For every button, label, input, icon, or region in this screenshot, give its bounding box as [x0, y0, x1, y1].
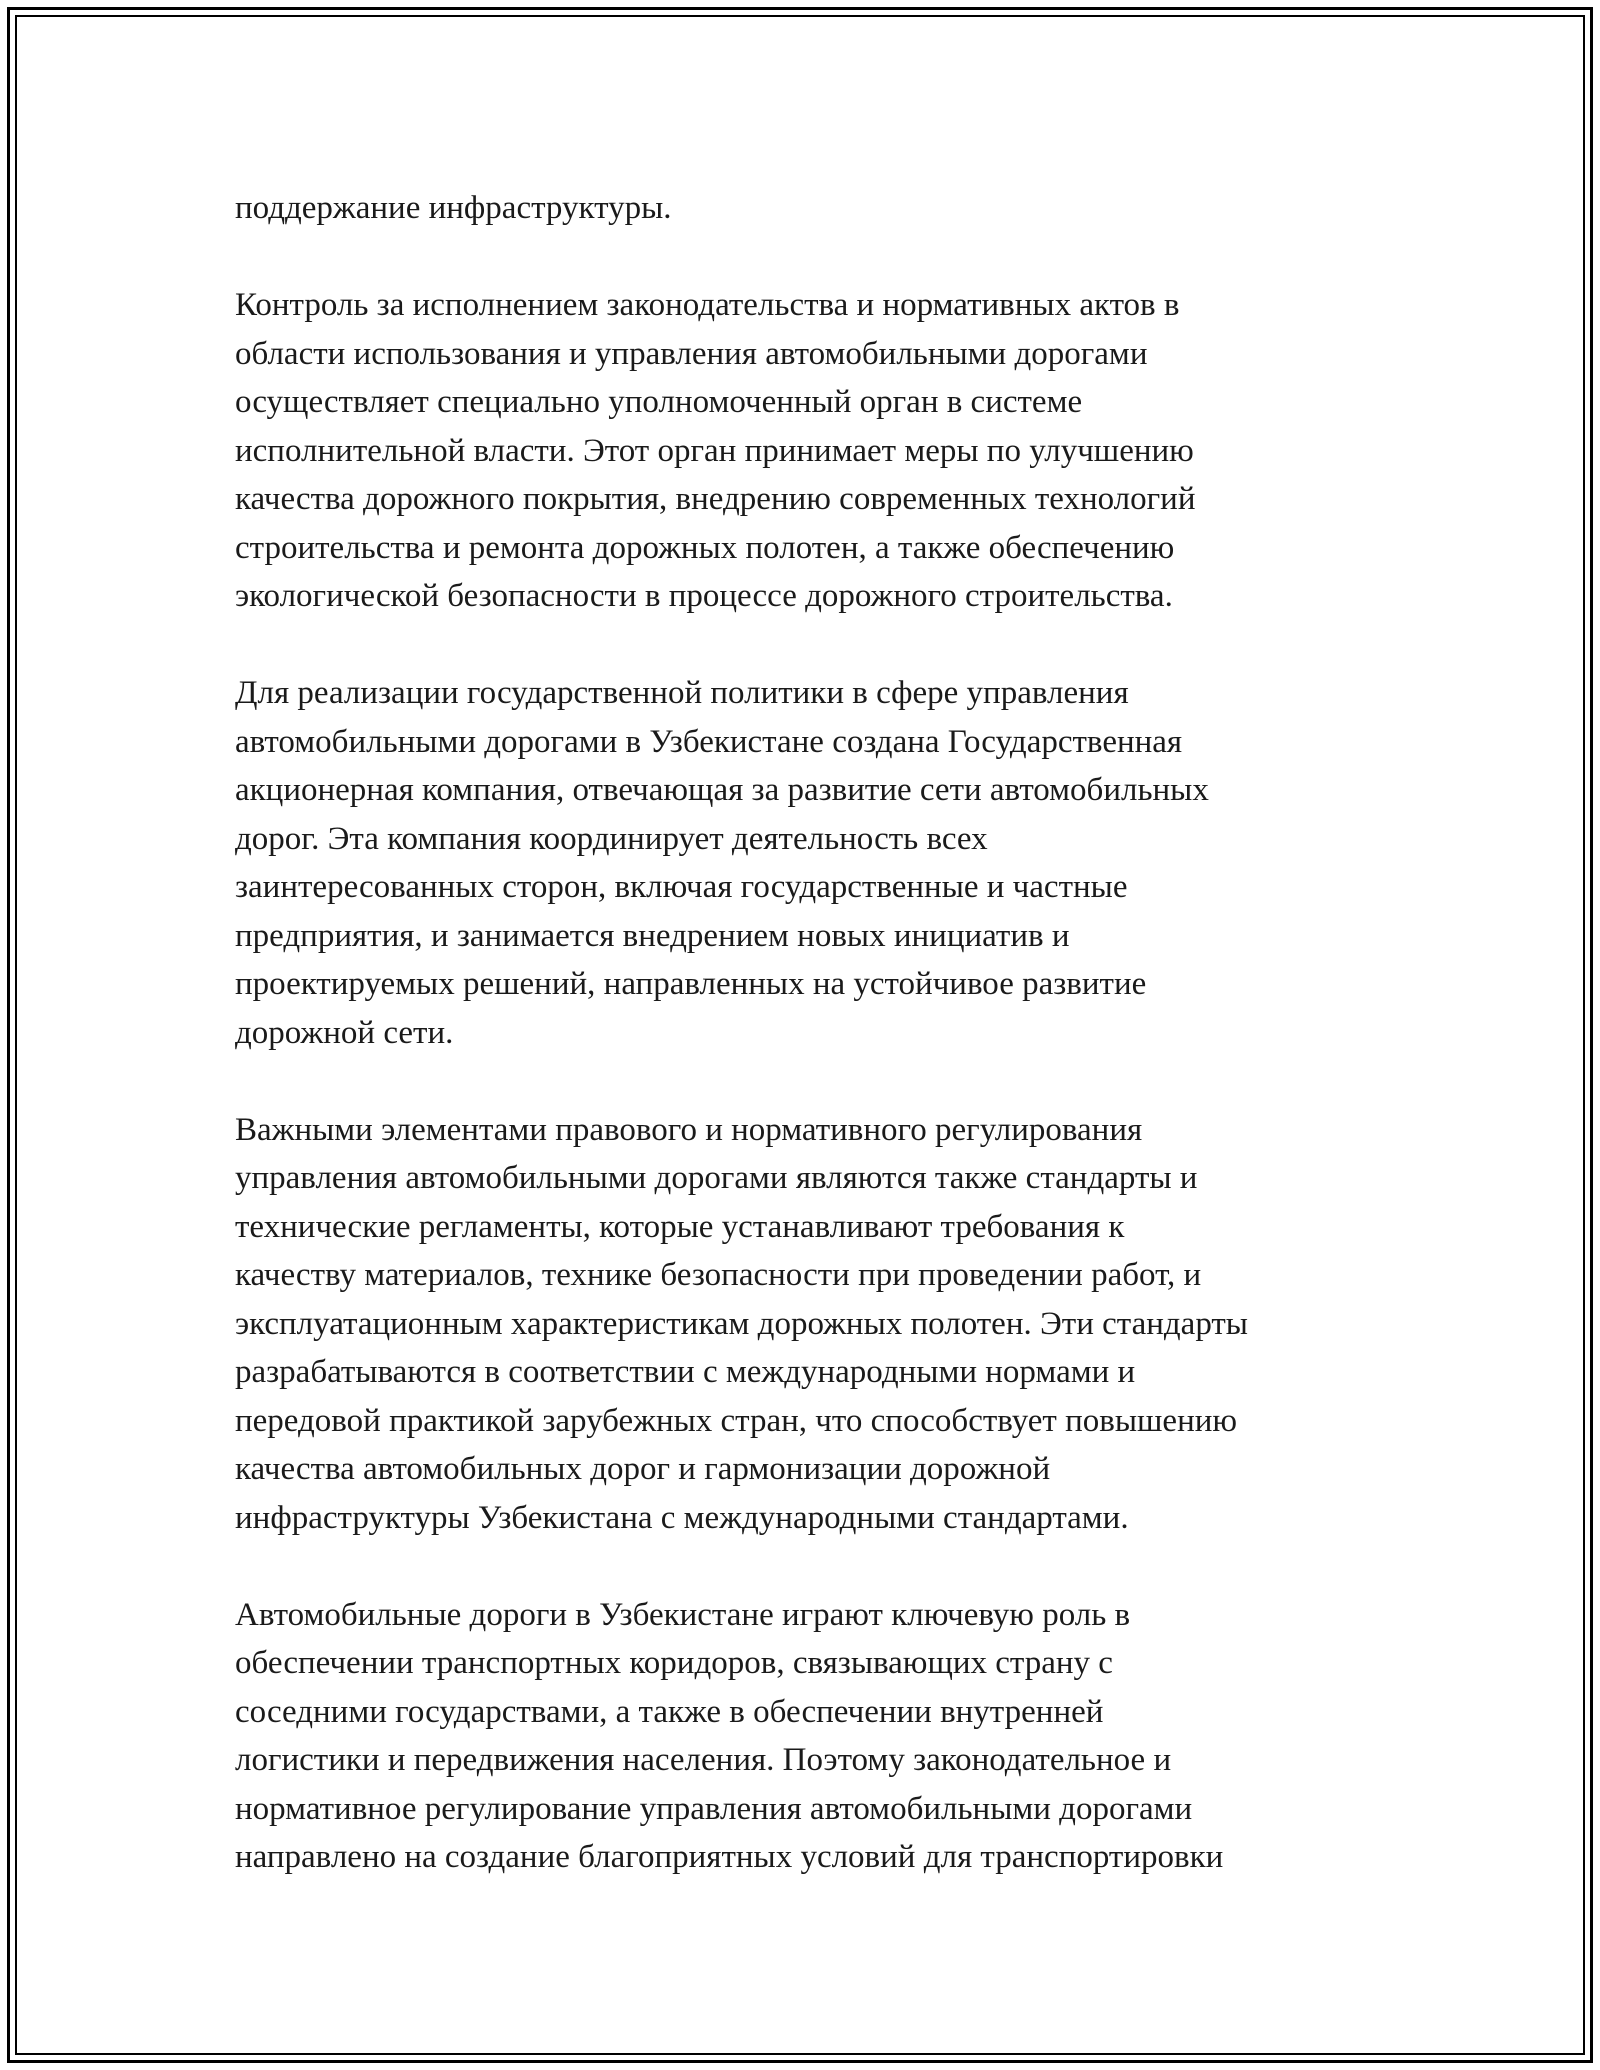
text-line: разрабатываются в соответствии с международными нормами и [235, 1354, 1136, 1390]
text-line: заинтересованных сторон, включая государственные и частные [235, 869, 1128, 905]
text-line: нормативное регулирование управления автомобильными дорогами [235, 1790, 1193, 1827]
paragraph-1 [235, 184, 1395, 233]
text-line: Контроль за исполнением законодательства и нормативных актов в [235, 287, 1180, 323]
text-line: поддержание инфраструктуры. [235, 190, 672, 226]
text-line: автомобильными дорогами в Узбекистане создана Государственная [235, 723, 1183, 760]
text-line: предприятия, и занимается внедрением новых инициатив и [235, 917, 1070, 954]
text-line: качества дорожного покрытия, внедрению современных технологий [235, 481, 1196, 517]
paragraph-5 [235, 1591, 1395, 1882]
text-line: экологической безопасности в процессе дорожного строительства. [235, 578, 1173, 614]
text-line: Для реализации государственной политики в сфере управления [235, 675, 1129, 711]
text-line: строительства и ремонта дорожных полотен, а также обеспечению [235, 529, 1175, 566]
text-line: проектируемых решений, направленных на устойчивое развитие [235, 966, 1147, 1002]
text-line: соседними государствами, а также в обеспечении внутренней [235, 1693, 1104, 1730]
text-line: обеспечении транспортных коридоров, связывающих страну с [235, 1645, 1113, 1681]
text-line: передовой практикой зарубежных стран, что способствует повышению [235, 1402, 1238, 1439]
text-line: управления автомобильными дорогами являются также стандарты и [235, 1160, 1198, 1196]
document-body [235, 184, 1395, 1930]
text-line: эксплуатационным характеристикам дорожных полотен. Эти стандарты [235, 1305, 1248, 1342]
text-line: логистики и передвижения населения. Поэтому законодательное и [235, 1742, 1172, 1778]
text-line: Важными элементами правового и нормативного регулирования [235, 1111, 1143, 1148]
text-line: инфраструктуры Узбекистана с международными стандартами. [235, 1499, 1129, 1536]
text-line: Автомобильные дороги в Узбекистане играют ключевую роль в [235, 1596, 1131, 1633]
text-line: исполнительной власти. Этот орган принимает меры по улучшению [235, 432, 1194, 469]
text-line: направлено на создание благоприятных условий для транспортировки [235, 1839, 1224, 1875]
paragraph-4 [235, 1106, 1395, 1543]
text-line: дорожной сети. [235, 1014, 454, 1051]
text-line: дорог. Эта компания координирует деятельность всех [235, 820, 988, 857]
paragraph-2 [235, 281, 1395, 621]
text-line: качеству материалов, технике безопасности при проведении работ, и [235, 1257, 1202, 1293]
text-line: области использования и управления автомобильными дорогами [235, 335, 1148, 372]
paragraph-3 [235, 669, 1395, 1057]
text-line: осуществляет специально уполномоченный орган в системе [235, 384, 1083, 420]
text-line: технические регламенты, которые устанавливают требования к [235, 1208, 1125, 1245]
text-line: качества автомобильных дорог и гармонизации дорожной [235, 1451, 1051, 1487]
text-line: акционерная компания, отвечающая за развитие сети автомобильных [235, 772, 1209, 808]
